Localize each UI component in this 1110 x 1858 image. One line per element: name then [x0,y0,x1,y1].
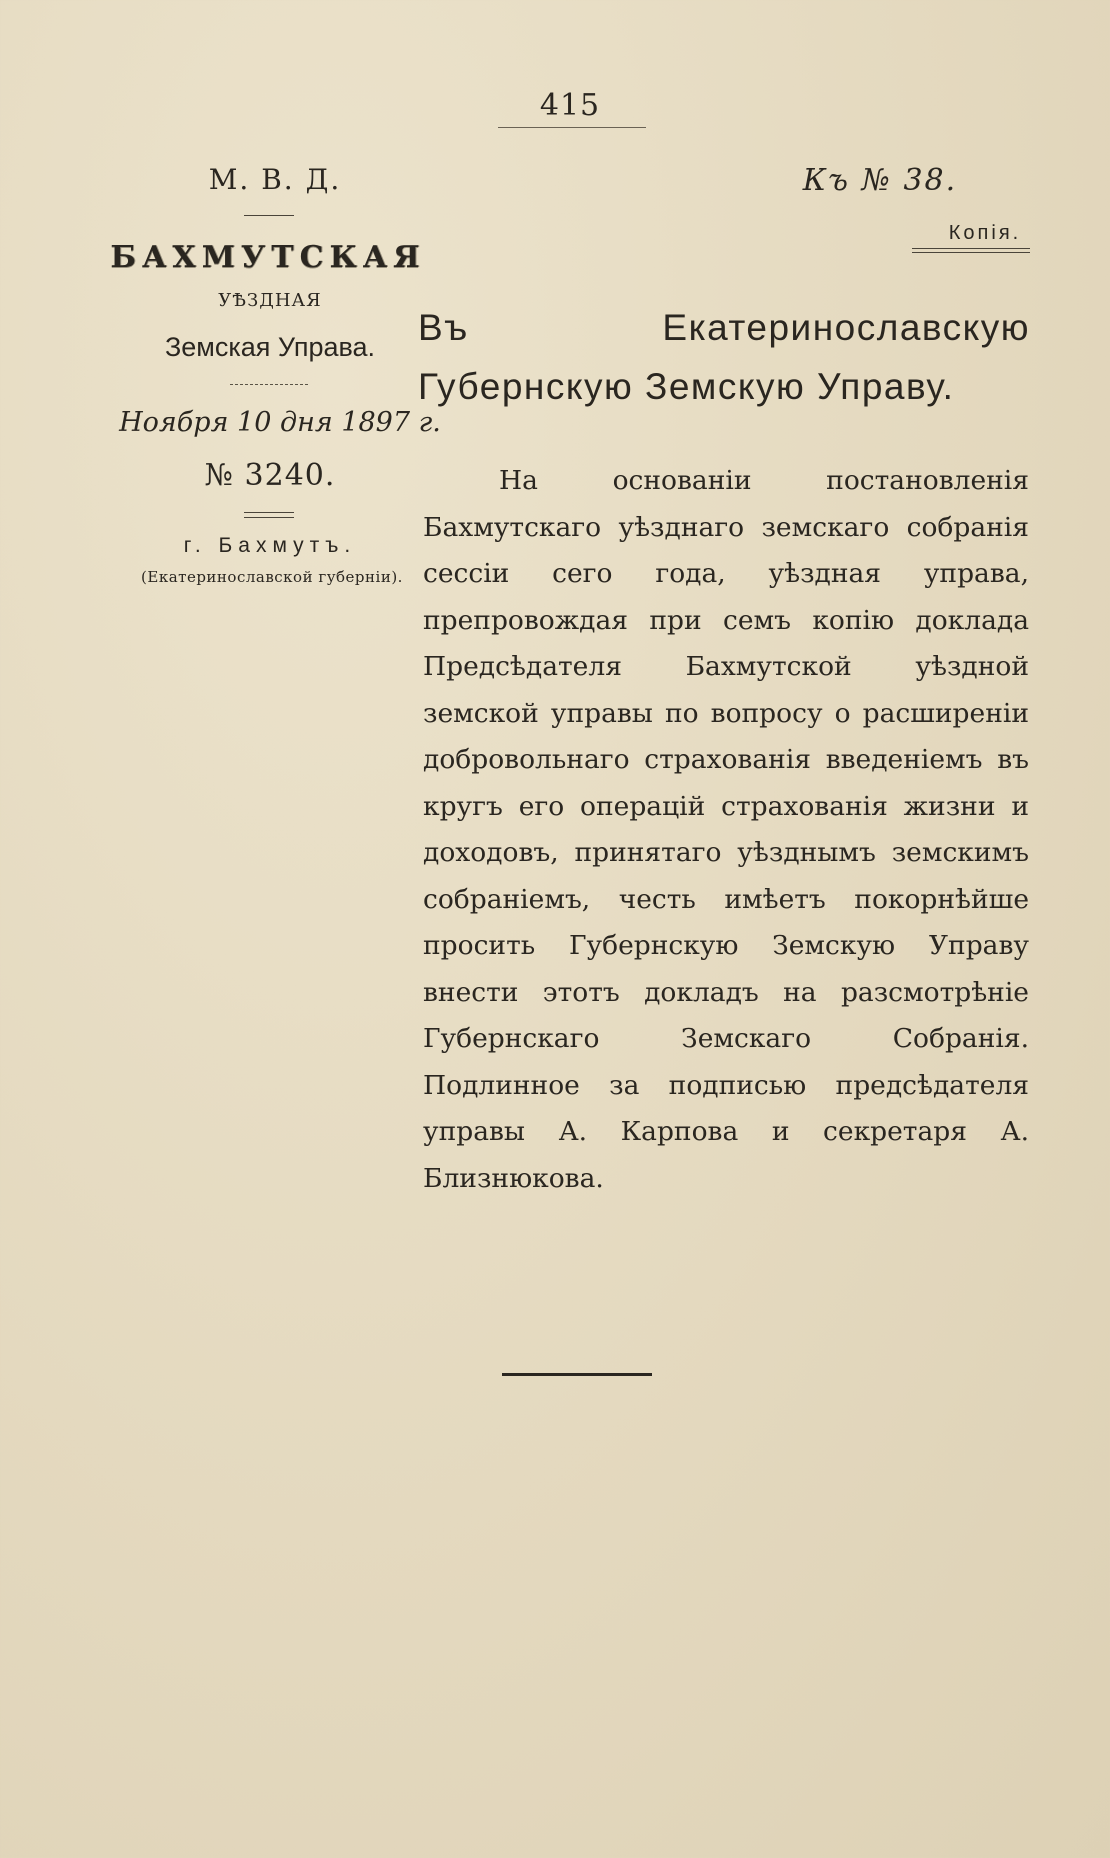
document-number: № 3240. [204,458,336,493]
copy-mark-underline [912,248,1030,253]
document-date: Ноября 10 дня 1897 г. [119,407,441,438]
letterhead-divider [244,215,294,216]
province: (Екатеринославской губерніи). [141,568,403,586]
city: г. Бахмутъ. [183,534,357,557]
letterhead-dash-divider [230,384,308,385]
organization-body: Земская Управа. [164,332,376,362]
ministry-abbreviation: М. В. Д. [208,163,342,196]
page-number-rule [498,127,646,128]
addressee: Въ Екатеринославскую Губернскую Земскую Управу. [418,307,1030,407]
letterhead-double-divider [244,512,294,518]
end-rule [502,1373,652,1376]
copy-mark: Копія. [948,222,1022,244]
page-number: 415 [539,88,601,123]
reference-number: Къ № 38. [802,163,958,198]
letter-body: На основаніи постановленія Бахмутскаго уѣзднаго земскаго собранія сессіи сего года, уѣздная управа, препровождая при семъ копію доклада Предсѣдателя Бахмутской уѣздной земской управы по вопросу о расширеніи добровольнаго страхованія введеніемъ въ кругъ его операцій страхованія жизни и доходовъ, принятаго уѣзднымъ земскимъ собраніемъ, честь имѣетъ покорнѣйше просить Губернскую Земскую Управу внести этотъ докладъ на разсмотрѣніе Губернскаго Земскаго Собранія. Подлинное за подписью предсѣдателя управы А. Карпова и секретаря А. Близнюкова. [423,465,1029,1194]
organization-name: БАХМУТСКАЯ [110,240,426,275]
organization-type: УѢЗДНАЯ [218,290,322,311]
